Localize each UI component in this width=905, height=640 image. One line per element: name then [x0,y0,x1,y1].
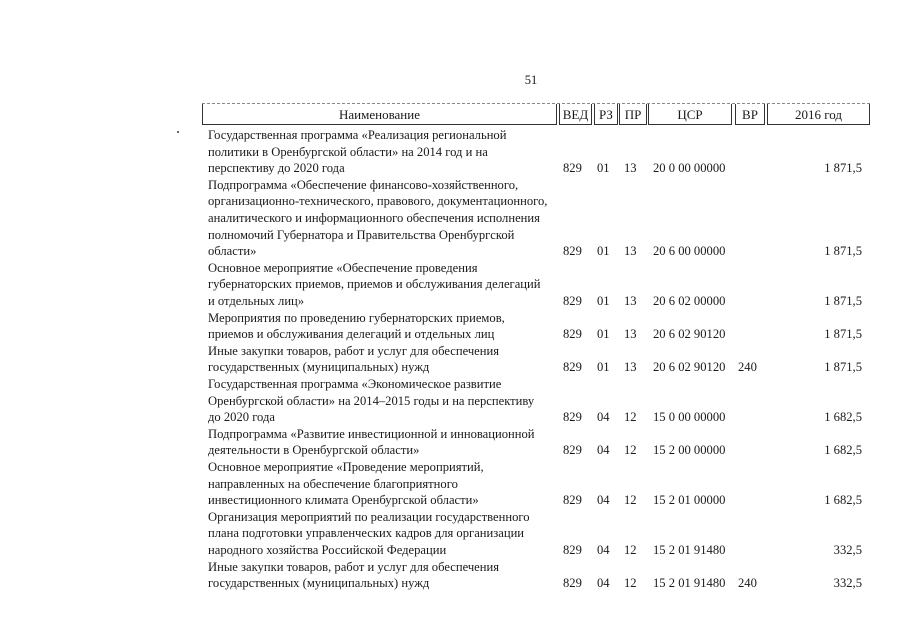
row-pr: 12 [624,410,637,425]
row-csr: 15 2 01 91480 [653,542,726,557]
row-ved: 829 [563,360,582,375]
header-year-cell: 2016 год [767,104,870,125]
row-name: Основное мероприятие «Обеспечение проведения губернаторских приемов, приемов и обслуживания делегаций и отдельных лиц» [208,260,541,308]
row-ved: 829 [563,327,582,342]
row-name: Основное мероприятие «Проведение мероприятий, направленных на обеспечение благоприятного инвестиционного климата Оренбургской области» [208,460,484,508]
row-name: Организация мероприятий по реализации государственного плана подготовки управленческих кадров для организации народного хозяйства Российской Федерации [208,509,530,557]
header-ved-cell: ВЕД [559,104,592,125]
row-vr: 240 [738,360,757,375]
row-csr: 20 6 02 90120 [653,360,726,375]
row-csr: 15 0 00 00000 [653,410,726,425]
table-row [0,260,905,310]
row-csr: 20 6 02 90120 [653,327,726,342]
row-ved: 829 [563,293,582,308]
row-ved: 829 [563,493,582,508]
row-rz: 01 [597,293,610,308]
row-pr: 12 [624,576,637,591]
row-sum: 1 871,5 [824,293,862,308]
header-pr-cell: ПР [619,104,647,125]
row-sum: 332,5 [833,576,862,591]
row-name: Государственная программа «Экономическое развитие Оренбургской области» на 2014–2015 годы и на перспективу до 2020 года [208,377,535,425]
table-row [0,509,905,559]
row-ved: 829 [563,161,582,176]
row-rz: 01 [597,360,610,375]
row-sum: 1 871,5 [824,327,862,342]
row-ved: 829 [563,443,582,458]
row-pr: 12 [624,493,637,508]
row-name: Мероприятия по проведению губернаторских приемов, приемов и обслуживания делегаций и отдельных лиц [208,310,505,342]
row-sum: 1 871,5 [824,161,862,176]
row-csr: 15 2 01 00000 [653,493,726,508]
row-rz: 04 [597,542,610,557]
row-sum: 1 682,5 [824,493,862,508]
row-pr: 13 [624,327,637,342]
row-csr: 20 6 02 00000 [653,293,726,308]
row-pr: 13 [624,161,637,176]
row-rz: 01 [597,327,610,342]
row-sum: 1 871,5 [824,244,862,259]
table-row [0,127,905,177]
row-pr: 13 [624,360,637,375]
row-ved: 829 [563,576,582,591]
row-rz: 01 [597,161,610,176]
header-vr-cell: ВР [735,104,765,125]
table-row [0,459,905,509]
row-csr: 15 2 01 91480 [653,576,726,591]
page-number: 51 [524,73,538,87]
row-pr: 12 [624,542,637,557]
row-pr: 12 [624,443,637,458]
row-rz: 04 [597,443,610,458]
row-pr: 13 [624,293,637,308]
row-name: Иные закупки товаров, работ и услуг для обеспечения государственных (муниципальных) нужд [208,343,500,375]
row-sum: 1 682,5 [824,410,862,425]
row-rz: 04 [597,493,610,508]
table-row [0,376,905,426]
row-pr: 13 [624,244,637,259]
header-name-cell: Наименование [202,104,557,125]
row-csr: 20 0 00 00000 [653,161,726,176]
row-sum: 1 682,5 [824,443,862,458]
table-row [0,343,905,376]
table-row [0,177,905,260]
row-name: Иные закупки товаров, работ и услуг для обеспечения государственных (муниципальных) нужд [208,559,500,591]
row-rz: 01 [597,244,610,259]
table-row [0,310,905,343]
row-ved: 829 [563,542,582,557]
row-sum: 1 871,5 [824,360,862,375]
row-rz: 04 [597,576,610,591]
row-rz: 04 [597,410,610,425]
row-name: Государственная программа «Реализация региональной политики в Оренбургской области» на 2014 год и на перспективу до 2020 года [208,128,507,176]
header-csr-cell: ЦСР [648,104,732,125]
row-csr: 20 6 00 00000 [653,244,726,259]
table-row [0,559,905,592]
row-vr: 240 [738,576,757,591]
row-sum: 332,5 [833,542,862,557]
row-ved: 829 [563,410,582,425]
table-row [0,426,905,459]
row-csr: 15 2 00 00000 [653,443,726,458]
header-rz-cell: РЗ [594,104,618,125]
row-name: Подпрограмма «Обеспечение финансово-хозяйственного, организационно-технического, правового, документационного, аналитического и информационного обеспечения исполнения полномочий Губернатора и Правительства Оренбургской области» [208,177,548,259]
row-ved: 829 [563,244,582,259]
row-name: Подпрограмма «Развитие инвестиционной и инновационной деятельности в Оренбургской области» [208,426,535,458]
